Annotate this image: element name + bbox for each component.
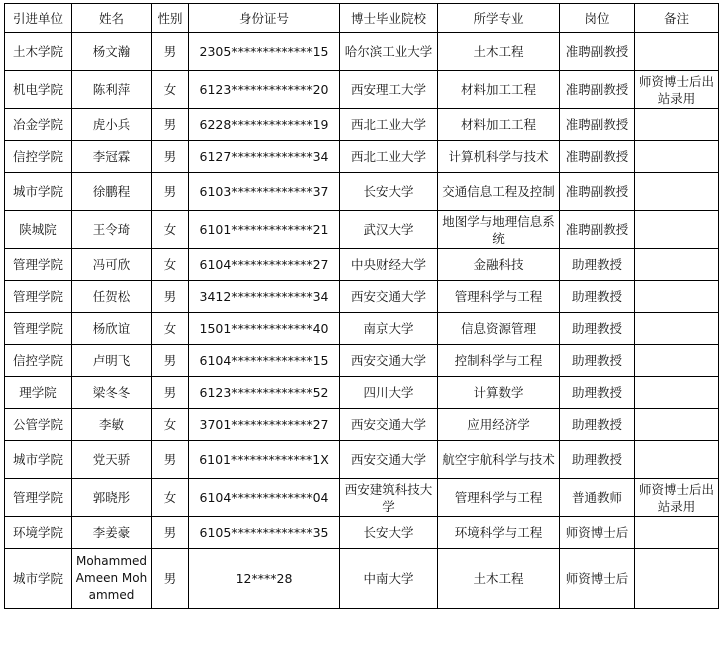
cell-gender: 女 [152, 313, 189, 345]
cell-unit: 理学院 [5, 377, 72, 409]
cell-doctoral-school: 西安交通大学 [340, 345, 438, 377]
cell-doctoral-school: 哈尔滨工业大学 [340, 33, 438, 71]
cell-name: 李敏 [72, 409, 152, 441]
header-position: 岗位 [560, 4, 635, 33]
table-row [5, 71, 719, 109]
cell-unit: 城市学院 [5, 173, 72, 211]
cell-major: 交通信息工程及控制 [438, 173, 560, 211]
cell-position: 助理教授 [560, 281, 635, 313]
table-row [5, 109, 719, 141]
cell-doctoral-school: 西安交通大学 [340, 441, 438, 479]
cell-gender: 男 [152, 517, 189, 549]
cell-id-number: 1501*************40 [189, 313, 340, 345]
cell-id-number: 6127*************34 [189, 141, 340, 173]
cell-unit: 公管学院 [5, 409, 72, 441]
cell-position: 助理教授 [560, 249, 635, 281]
cell-position: 准聘副教授 [560, 173, 635, 211]
cell-id-number: 3701*************27 [189, 409, 340, 441]
table-row [5, 479, 719, 517]
cell-remarks [635, 549, 719, 609]
cell-name: 陈利萍 [72, 71, 152, 109]
cell-remarks [635, 173, 719, 211]
cell-id-number: 6101*************1X [189, 441, 340, 479]
cell-major: 管理科学与工程 [438, 281, 560, 313]
cell-name: 卢明飞 [72, 345, 152, 377]
cell-major: 航空宇航科学与技术 [438, 441, 560, 479]
cell-position: 助理教授 [560, 409, 635, 441]
cell-name: 杨欣谊 [72, 313, 152, 345]
cell-major: 信息资源管理 [438, 313, 560, 345]
cell-doctoral-school: 武汉大学 [340, 211, 438, 249]
header-unit: 引进单位 [5, 4, 72, 33]
cell-name: 杨文瀚 [72, 33, 152, 71]
cell-doctoral-school: 西安理工大学 [340, 71, 438, 109]
table-body [5, 33, 719, 609]
cell-unit: 管理学院 [5, 479, 72, 517]
cell-position: 准聘副教授 [560, 109, 635, 141]
header-doctoral-school: 博士毕业院校 [340, 4, 438, 33]
cell-gender: 男 [152, 345, 189, 377]
cell-position: 助理教授 [560, 441, 635, 479]
cell-major: 管理科学与工程 [438, 479, 560, 517]
cell-gender: 男 [152, 549, 189, 609]
cell-unit: 管理学院 [5, 313, 72, 345]
cell-doctoral-school: 西北工业大学 [340, 109, 438, 141]
cell-unit: 管理学院 [5, 249, 72, 281]
cell-name: 冯可欣 [72, 249, 152, 281]
cell-name: 李姜豪 [72, 517, 152, 549]
cell-id-number: 2305*************15 [189, 33, 340, 71]
cell-gender: 男 [152, 377, 189, 409]
cell-id-number: 6104*************04 [189, 479, 340, 517]
table-row [5, 441, 719, 479]
cell-name: Mohammed Ameen Mohammed [72, 549, 152, 609]
table-row [5, 173, 719, 211]
cell-id-number: 6228*************19 [189, 109, 340, 141]
cell-major: 计算数学 [438, 377, 560, 409]
cell-name: 党天骄 [72, 441, 152, 479]
cell-unit: 陕城院 [5, 211, 72, 249]
cell-major: 土木工程 [438, 549, 560, 609]
recruitment-table [4, 3, 719, 609]
cell-doctoral-school: 西北工业大学 [340, 141, 438, 173]
table-row [5, 549, 719, 609]
cell-unit: 冶金学院 [5, 109, 72, 141]
cell-unit: 城市学院 [5, 441, 72, 479]
cell-major: 控制科学与工程 [438, 345, 560, 377]
cell-gender: 女 [152, 211, 189, 249]
cell-unit: 信控学院 [5, 345, 72, 377]
cell-position: 助理教授 [560, 313, 635, 345]
cell-remarks [635, 249, 719, 281]
cell-remarks [635, 517, 719, 549]
cell-doctoral-school: 西安交通大学 [340, 409, 438, 441]
header-remarks: 备注 [635, 4, 719, 33]
cell-doctoral-school: 长安大学 [340, 517, 438, 549]
cell-name: 郭晓彤 [72, 479, 152, 517]
table-row [5, 345, 719, 377]
cell-unit: 土木学院 [5, 33, 72, 71]
cell-name: 王令琦 [72, 211, 152, 249]
cell-name: 任贺松 [72, 281, 152, 313]
cell-remarks [635, 141, 719, 173]
cell-remarks: 师资博士后出站录用 [635, 71, 719, 109]
cell-doctoral-school: 南京大学 [340, 313, 438, 345]
cell-remarks [635, 33, 719, 71]
cell-unit: 环境学院 [5, 517, 72, 549]
cell-position: 普通教师 [560, 479, 635, 517]
table-row [5, 377, 719, 409]
cell-remarks [635, 211, 719, 249]
cell-gender: 男 [152, 141, 189, 173]
cell-name: 虎小兵 [72, 109, 152, 141]
cell-major: 计算机科学与技术 [438, 141, 560, 173]
cell-gender: 男 [152, 441, 189, 479]
cell-gender: 男 [152, 33, 189, 71]
cell-gender: 男 [152, 109, 189, 141]
cell-remarks [635, 109, 719, 141]
cell-position: 助理教授 [560, 377, 635, 409]
cell-unit: 城市学院 [5, 549, 72, 609]
table-row [5, 313, 719, 345]
cell-id-number: 6123*************20 [189, 71, 340, 109]
cell-remarks [635, 409, 719, 441]
cell-id-number: 12****28 [189, 549, 340, 609]
cell-unit: 机电学院 [5, 71, 72, 109]
cell-unit: 管理学院 [5, 281, 72, 313]
header-major: 所学专业 [438, 4, 560, 33]
header-row [5, 4, 719, 33]
cell-major: 土木工程 [438, 33, 560, 71]
cell-major: 环境科学与工程 [438, 517, 560, 549]
cell-gender: 女 [152, 71, 189, 109]
cell-id-number: 6105*************35 [189, 517, 340, 549]
cell-id-number: 6104*************27 [189, 249, 340, 281]
cell-id-number: 6123*************52 [189, 377, 340, 409]
cell-id-number: 6101*************21 [189, 211, 340, 249]
cell-position: 准聘副教授 [560, 71, 635, 109]
header-gender: 性别 [152, 4, 189, 33]
cell-gender: 男 [152, 173, 189, 211]
table-row [5, 409, 719, 441]
cell-doctoral-school: 中南大学 [340, 549, 438, 609]
cell-position: 准聘副教授 [560, 141, 635, 173]
cell-major: 材料加工工程 [438, 109, 560, 141]
cell-name: 徐鹏程 [72, 173, 152, 211]
table-row [5, 33, 719, 71]
cell-doctoral-school: 西安建筑科技大学 [340, 479, 438, 517]
cell-remarks: 师资博士后出站录用 [635, 479, 719, 517]
table-row [5, 517, 719, 549]
cell-id-number: 3412*************34 [189, 281, 340, 313]
cell-remarks [635, 377, 719, 409]
header-id-number: 身份证号 [189, 4, 340, 33]
cell-major: 材料加工工程 [438, 71, 560, 109]
table-row [5, 141, 719, 173]
cell-id-number: 6104*************15 [189, 345, 340, 377]
cell-remarks [635, 345, 719, 377]
cell-name: 梁冬冬 [72, 377, 152, 409]
cell-name: 李冠霖 [72, 141, 152, 173]
cell-position: 师资博士后 [560, 549, 635, 609]
cell-gender: 女 [152, 249, 189, 281]
cell-remarks [635, 281, 719, 313]
cell-gender: 女 [152, 409, 189, 441]
cell-remarks [635, 313, 719, 345]
cell-position: 准聘副教授 [560, 33, 635, 71]
cell-position: 助理教授 [560, 345, 635, 377]
cell-doctoral-school: 四川大学 [340, 377, 438, 409]
cell-gender: 男 [152, 281, 189, 313]
cell-major: 金融科技 [438, 249, 560, 281]
cell-major: 应用经济学 [438, 409, 560, 441]
table-row [5, 211, 719, 249]
cell-gender: 女 [152, 479, 189, 517]
table-row [5, 249, 719, 281]
cell-remarks [635, 441, 719, 479]
cell-doctoral-school: 中央财经大学 [340, 249, 438, 281]
cell-position: 师资博士后 [560, 517, 635, 549]
header-name: 姓名 [72, 4, 152, 33]
cell-unit: 信控学院 [5, 141, 72, 173]
cell-id-number: 6103*************37 [189, 173, 340, 211]
cell-major: 地图学与地理信息系统 [438, 211, 560, 249]
cell-position: 准聘副教授 [560, 211, 635, 249]
cell-doctoral-school: 长安大学 [340, 173, 438, 211]
table-row [5, 281, 719, 313]
cell-doctoral-school: 西安交通大学 [340, 281, 438, 313]
